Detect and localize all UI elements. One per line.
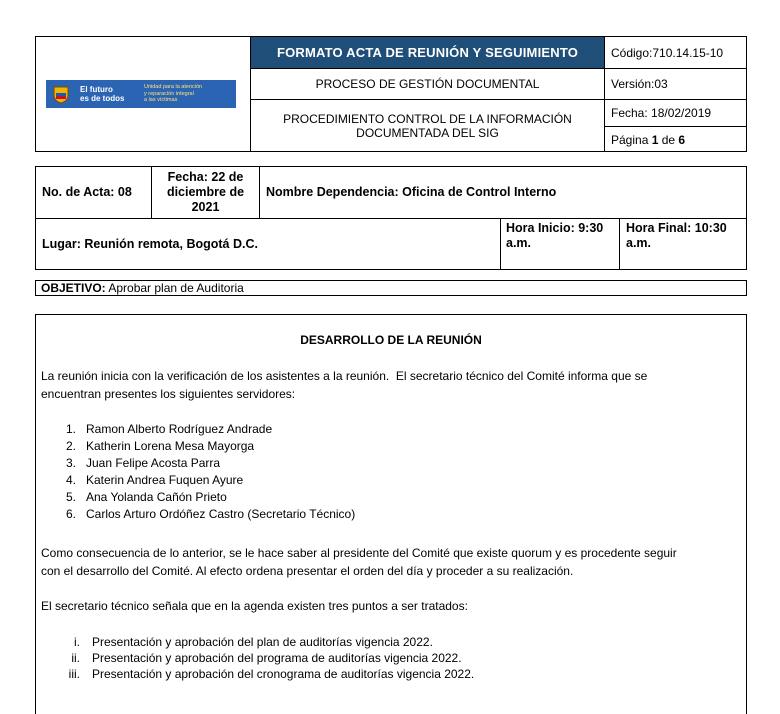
codigo-field: Código:710.14.15-10 [611,45,724,60]
desarrollo-heading: DESARROLLO DE LA REUNIÓN [300,333,482,347]
pagina-num: 1 [651,132,659,147]
no-acta: No. de Acta: 08 [42,185,132,199]
fecha-line: diciembre de [166,185,245,199]
form-title: FORMATO ACTA DE REUNIÓN Y SEGUIMIENTO [251,37,604,68]
asistente-name: Katherin Lorena Mesa Mayorga [86,439,255,453]
quorum-line: Como consecuencia de lo anterior, se le hace saber al presidente del Comité que existe quorum y es procedente seguir [41,546,677,560]
fecha-line: 2021 [191,200,220,214]
asistente-name: Katerin Andrea Fuquen Ayure [86,473,244,487]
list-item [60,665,660,681]
asistente-name: Ana Yolanda Cañón Prieto [86,490,227,504]
list-number: 2. [66,439,77,453]
list-number: 5. [66,490,77,504]
intro-line: La reunión inicia con la verificación de los asistentes a la reunión. El secretario técnico del Comité informa que se [41,369,648,383]
procedimiento-line: PROCEDIMIENTO CONTROL DE LA INFORMACIÓN [283,112,572,126]
logo-line: y reparación integral [144,90,194,97]
procedimiento-label [251,100,604,152]
list-number: ii. [71,651,80,665]
hora-final [620,221,746,269]
asistente-name: Ramon Alberto Rodríguez Andrade [86,422,273,436]
hora-inicio-line: Hora Inicio: 9:30 [506,221,604,235]
fecha-field: Fecha: 18/02/2019 [611,106,712,120]
logo-text-left [80,85,140,103]
hora-final-line: a.m. [626,236,652,250]
logo-block [46,80,236,108]
objetivo-box [35,280,747,296]
logo-line: Unidad para la atención [144,84,203,91]
list-item [60,649,660,665]
list-item [66,420,566,437]
list-item [66,505,566,522]
hora-inicio-line: a.m. [506,236,532,250]
logo-text-right [144,84,202,104]
intro-paragraph [41,367,746,403]
version-field: Versión:03 [611,77,668,91]
agenda-item-text: Presentación y aprobación del programa de auditorías vigencia 2022. [92,651,462,665]
pagina-prefix: Página [611,132,652,147]
logo-line: a las víctimas [144,97,178,104]
quorum-line: con el desarrollo del Comité. Al efecto ordena presentar el orden del día y proceder a su realización. [41,564,574,578]
list-item [66,437,566,454]
list-number: 4. [66,473,77,487]
list-item [66,471,566,488]
pagina-total: 6 [678,132,686,147]
list-number: 6. [66,507,77,521]
list-item [66,454,566,471]
logo-line: El futuro [80,85,113,94]
pagina-field [605,127,747,152]
intro-line: encuentran presentes los siguientes servidores: [41,387,296,401]
logo-line: es de todos [80,94,125,103]
asistentes-list [66,420,566,522]
list-number: 1. [66,422,77,436]
procedimiento-line: DOCUMENTADA DEL SIG [356,126,499,140]
list-item [66,488,566,505]
list-item [60,633,660,649]
lugar: Lugar: Reunión remota, Bogotá D.C. [42,236,258,251]
asistente-name: Carlos Arturo Ordóñez Castro (Secretario Técnico) [86,507,356,521]
objetivo-label: OBJETIVO: [41,281,106,295]
asistente-name: Juan Felipe Acosta Parra [86,456,221,470]
list-number: i. [74,635,80,649]
coat-of-arms-icon [50,83,72,105]
proceso-label: PROCESO DE GESTIÓN DOCUMENTAL [315,77,540,91]
objetivo-text: Aprobar plan de Auditoria [105,281,244,295]
pagina-mid: de [658,132,679,147]
fecha-acta [152,167,259,218]
fecha-line: Fecha: 22 de [167,170,244,184]
quorum-paragraph [41,544,746,580]
hora-inicio [501,221,619,269]
hora-final-line: Hora Final: 10:30 [626,221,727,235]
dependencia: Nombre Dependencia: Oficina de Control Interno [266,185,557,199]
agenda-intro: El secretario técnico señala que en la agenda existen tres puntos a ser tratados: [41,599,468,613]
list-number: 3. [66,456,77,470]
agenda-item-text: Presentación y aprobación del plan de auditorías vigencia 2022. [92,635,433,649]
agenda-item-text: Presentación y aprobación del cronograma de auditorías vigencia 2022. [92,667,475,681]
list-number: iii. [68,667,80,681]
agenda-list [60,633,660,681]
